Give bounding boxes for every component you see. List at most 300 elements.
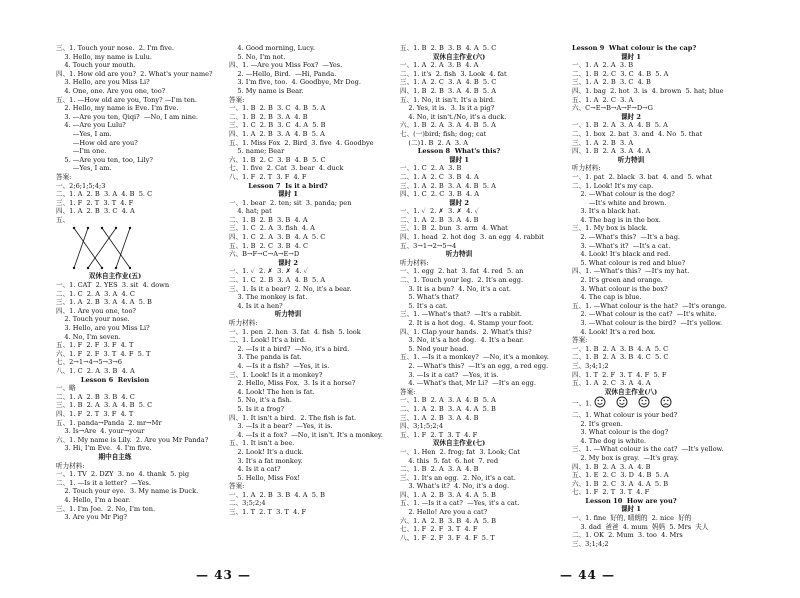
line-text: 六、1. B 2. A 3. A 4. B 5. A: [400, 121, 496, 130]
line-text: 一、1. A 2. B 3. B 4. A 5. B: [229, 490, 325, 499]
line-text: 3. Are you Mr Pig?: [56, 513, 128, 522]
line-text: 4. Look! It's a red box.: [572, 327, 656, 336]
answer-line: [229, 113, 347, 122]
line-text: 五、1. E 2. C 3. D 4. B 5. A: [572, 471, 669, 480]
answer-line: [572, 129, 703, 139]
answer-line: [572, 224, 690, 233]
line-text: 四、1. B 2. B 3. A 4. B 5. A: [400, 86, 496, 95]
answer-line: [56, 479, 174, 488]
answer-line: [400, 242, 518, 251]
answer-line: [572, 411, 690, 420]
answer-line: [229, 104, 347, 113]
line-text: —Yes, I am.: [56, 164, 112, 173]
answer-line: [400, 61, 518, 70]
smiley-faces-icon: [594, 396, 684, 411]
line-text: 四、1. bag 2. hot 3. is 4. brown 5. hat; blue: [572, 86, 724, 95]
answer-line: [400, 379, 536, 388]
answer-line: [572, 216, 690, 225]
answer-line: [229, 405, 347, 414]
answer-line: [229, 336, 347, 345]
answer-line: [400, 361, 549, 371]
line-text: 期中自主练: [98, 452, 132, 461]
line-text: 一、1. TV 2. DZY 3. no 4. thank 5. pig: [56, 470, 190, 479]
answer-line: [400, 173, 518, 182]
line-text: 5. What's that?: [400, 293, 459, 302]
answer-line: [400, 259, 518, 268]
answer-line: [400, 139, 518, 148]
line-text: 答案:: [572, 336, 588, 345]
line-text: 二、1. OK 2. Mum 3. too 4. Mrs: [572, 531, 683, 540]
line-text: 四、1. Are you one, too?: [56, 306, 136, 315]
answer-line: [56, 513, 174, 522]
answer-line: [56, 104, 179, 113]
section-heading: [400, 439, 518, 448]
answer-line: [229, 327, 361, 337]
line-text: 五、1. —What colour is the hat? —It's orange.: [572, 301, 727, 310]
line-text: 3. Hello, are you Miss Li?: [56, 78, 150, 87]
line-text: Lesson 10 How are you?: [585, 496, 677, 505]
line-text: 五、1. F 2. F 3. F 4. T: [56, 341, 134, 350]
line-text: 4. —Are you Lulu?: [56, 121, 126, 130]
line-text: 5. No, it's a fish.: [229, 396, 292, 405]
answer-line: [572, 70, 690, 79]
answer-line: [572, 371, 690, 380]
answer-line: [572, 310, 717, 319]
answer-line: [229, 499, 347, 508]
line-text: 三、1. Touch your nose. 2. I'm five.: [56, 44, 174, 52]
line-text: 三、1. Is it a bear? 2. No, it's a bear.: [229, 284, 352, 293]
line-text: 3. dad 爸爸 4. mum 妈妈 5. Mrs 夫人: [572, 522, 709, 531]
line-text: 二、1. box 2. bat 3. and 4. No 5. that: [572, 129, 703, 138]
answer-line: [229, 78, 361, 87]
answer-line: [56, 324, 174, 333]
line-text: 三、1. I'm Joe. 2. No, I'm ten.: [56, 504, 156, 513]
line-text: 听力材料:: [400, 258, 429, 267]
line-text: 八、1. F 2. T 3. F 4. F: [229, 172, 307, 181]
line-text: 二、1. B 2. A 3. B 4. C 5. C: [572, 353, 669, 362]
answer-line: [56, 487, 199, 496]
line-text: 一、1. fine 好的, 晴朗的 2. nice 好的: [572, 514, 692, 523]
line-text: 三、1. It's an egg. 2. No, it's a cat.: [400, 473, 516, 482]
line-text: 2. —What colour is the dog?: [572, 190, 675, 199]
answer-line: [56, 182, 174, 191]
answer-line: [400, 182, 518, 191]
section-heading: [400, 156, 518, 165]
line-text: 三、1. A 2. C 3. A 4. B 5. C: [400, 78, 497, 87]
line-text: 一、1. pen 2. hen 3. fat 4. fish 5. look: [229, 327, 361, 336]
answer-line: [56, 61, 174, 70]
section-heading: [572, 44, 697, 53]
line-text: 3. The monkey is fat.: [229, 293, 308, 302]
line-text: 一、1. B 2. B 3. C 4. B 5. A: [229, 104, 326, 113]
answer-line: [400, 388, 518, 397]
answer-line: [56, 410, 174, 419]
answer-line: [572, 522, 709, 532]
answer-line: [229, 371, 347, 380]
answer-line: [572, 531, 690, 540]
answer-line: [400, 405, 518, 414]
line-text: 三、1. B 2. A 3. A 4. B 5. C: [56, 401, 153, 410]
line-text: 2. Hello! Are you a cat?: [400, 508, 488, 517]
line-text: 3. What colour is the box?: [572, 284, 668, 293]
answer-line: [572, 182, 690, 191]
line-text: 双休自主作业(五): [88, 272, 142, 281]
answer-line: [229, 216, 347, 225]
answer-line: [229, 491, 347, 500]
answer-line: [229, 44, 347, 53]
line-text: 5. Is it a frog?: [229, 404, 285, 413]
page-number-left: — 43 —: [196, 568, 252, 582]
left-column-2: [229, 44, 383, 517]
line-text: 4. No, it isn't./No, it's a duck.: [400, 112, 507, 121]
line-text: 二、1. A 2. B 3. A 4. B: [400, 215, 479, 224]
answer-line: [56, 199, 174, 208]
section-heading: [229, 259, 347, 268]
answer-line: [229, 233, 347, 242]
answer-line: [56, 173, 174, 182]
answer-line: [400, 216, 518, 225]
answer-line: [400, 422, 518, 431]
line-text: 六、C→E→B→A→F→D→G: [572, 104, 653, 113]
line-text: 课时 1: [620, 52, 642, 61]
answer-line: [56, 462, 174, 471]
line-text: 3. The panda is fat.: [229, 353, 302, 362]
section-heading: [400, 199, 518, 208]
line-text: 五、1. No, it isn't. It's a bird.: [400, 95, 496, 104]
line-text: 2. Hello, my name is Eve. I'm five.: [56, 104, 179, 113]
answer-line: [400, 310, 522, 319]
answer-line: [229, 388, 347, 397]
answer-line: [572, 104, 690, 113]
answer-line: [56, 419, 174, 428]
section-heading: [56, 272, 174, 281]
answer-line: [400, 207, 518, 216]
line-text: 4. —What's that, Mr Li? —It's an egg.: [400, 379, 536, 388]
answer-line: [229, 448, 347, 457]
line-text: 课时 2: [620, 112, 642, 121]
answer-line: [400, 190, 518, 199]
line-text: 4. Is it a hen?: [229, 301, 283, 310]
answer-line: [400, 534, 518, 543]
answer-line: [400, 396, 518, 405]
line-text: —It's white and brown.: [572, 198, 667, 207]
section-heading: [572, 53, 690, 62]
line-text: 六、1. B 2. C 3. A 4. A 5. B: [572, 479, 669, 488]
line-text: 三、1. My box is black.: [572, 224, 648, 233]
line-text: 2. —What colour is the cat? —It's white.: [572, 310, 717, 319]
line-text: 六、1. A 2. B 3. B 4. A 5. B: [400, 516, 496, 525]
answer-line: [229, 379, 356, 388]
answer-line: [400, 44, 518, 53]
line-text: 一、1. ✓ 2. ✗ 3. ✗ 4. ✓: [229, 267, 308, 276]
line-text: 3. Hello, are you Miss Li?: [56, 324, 150, 333]
line-text: Lesson 9 What colour is the cap?: [572, 44, 697, 52]
line-text: 四、1. A 2. B 3. A 4. B 5. A: [229, 129, 325, 138]
answer-line: [400, 499, 518, 508]
line-text: 5. —Are you ten, too, Lily?: [56, 155, 153, 164]
line-text: 一、1. C 2. A 3. B: [400, 164, 462, 173]
answer-line: [229, 319, 347, 328]
line-text: 二、1. B 2. C 3. C 4. B 5. A: [572, 69, 669, 78]
line-text: 五、1. A 2. C 3. A: [572, 95, 634, 104]
answer-line: [229, 130, 347, 139]
answer-line: [56, 393, 174, 402]
answer-line: [229, 147, 347, 156]
line-text: 二、1. B 2. B 3. B 4. A: [229, 215, 308, 224]
line-text: 五、1. A 2. C 3. A 4. A: [572, 379, 651, 388]
answer-line: [400, 353, 549, 362]
answer-line: [56, 358, 174, 367]
line-text: 2. Look! It's a duck.: [229, 447, 304, 456]
line-text: 听力材料:: [229, 319, 258, 327]
line-text: 五、1. —Is it a monkey? —No, it's a monkey.: [400, 353, 549, 362]
line-text: 四、1. How old are you? 2. What's your name?: [56, 69, 213, 78]
answer-line: [229, 482, 347, 491]
line-text: 4. Is it a cat?: [229, 465, 281, 474]
line-text: 五、1. —Is it a cat? —Yes, it's a cat.: [400, 499, 520, 508]
line-text: 五、1. F 2. T 3. T 4. F: [400, 430, 478, 439]
answer-line: [229, 207, 347, 216]
right-page: [400, 36, 800, 598]
answer-line: [229, 430, 383, 440]
answer-line: [229, 396, 347, 405]
line-text: 一、1. Hen 2. frog; fat 3. Look; Cat: [400, 447, 521, 456]
answer-line: [56, 470, 190, 479]
answer-line: [56, 290, 174, 299]
answer-line: [56, 307, 174, 316]
answer-line: [56, 496, 174, 505]
line-text: 2. Touch your eye. 3. My name is Duck.: [56, 487, 199, 496]
line-text: 二、1. Look! It's a bird.: [229, 336, 307, 345]
answer-line: [400, 525, 518, 534]
answer-line: [572, 190, 690, 199]
line-text: 三、3;1;4;2: [572, 539, 609, 548]
answer-line: [229, 353, 347, 362]
answer-line: [572, 276, 690, 285]
answer-line: [56, 69, 213, 79]
section-heading: [572, 505, 690, 514]
section-heading: [56, 376, 174, 385]
answer-line: [229, 242, 347, 251]
answer-line: [400, 457, 518, 466]
answer-line: [56, 281, 174, 290]
answer-line: [572, 514, 690, 523]
line-text: 3. —Is it a cat? —Yes, it is.: [400, 370, 499, 379]
line-text: 2. Hello, Miss Fox. 3. Is it a horse?: [229, 379, 356, 388]
line-text: 一、1. bear 2. ten; sit 3. panda; pen: [229, 198, 352, 207]
answer-line: [229, 87, 347, 96]
answer-line: [400, 293, 518, 302]
line-text: —How old are you?: [56, 138, 138, 147]
line-text: 三、1. —What colour is the cat? —It's yellow.: [572, 445, 724, 454]
answer-line: [56, 505, 174, 514]
answer-line: [400, 302, 518, 311]
line-text: 二、1. —Is it a letter? —Yes.: [56, 478, 151, 487]
line-text: 答案:: [400, 387, 416, 396]
answer-line: [56, 444, 174, 453]
answer-line: [56, 121, 174, 130]
answer-line: [56, 341, 174, 350]
answer-line: [400, 78, 518, 87]
line-text: 5. name; Bear: [229, 147, 285, 156]
line-text: 四、1. B 2. A 3. A 4. B: [572, 462, 651, 471]
answer-line: [56, 298, 174, 307]
line-text: —Yes, I am.: [56, 129, 112, 138]
section-heading: [572, 388, 690, 397]
answer-line: [229, 53, 347, 62]
line-text: 4. One, one. Are you one, too?: [56, 86, 166, 95]
line-text: 4. Hello, I'm a bear.: [56, 495, 131, 504]
line-text: 二、1. A 2. C 3. B 4. A: [400, 172, 479, 181]
answer-line: [572, 164, 690, 173]
line-text: 4. —Is it a fox? —No, it isn't. It's a monkey.: [229, 430, 383, 439]
answer-line: [400, 336, 524, 345]
answer-line: [400, 319, 534, 328]
line-text: 3. I'm five, too. 4. Goodbye, Mr Dog.: [229, 78, 361, 87]
line-text: 4. —Is it a fish? —Yes, it is.: [229, 361, 330, 370]
line-text: 五、1. —How old are you, Tony? —I'm ten.: [56, 95, 197, 104]
section-heading: [400, 250, 518, 259]
line-text: 四、1. A 2. B 3. C 4. A: [56, 207, 135, 216]
answer-line: [56, 87, 174, 96]
line-text: 5. Hello, Miss Fox!: [229, 473, 301, 482]
line-text: 3. What's it? 4. No, it's a dog.: [400, 482, 510, 491]
answer-line: [56, 164, 174, 173]
line-text: 八、1. C 2. A 3. B 4. A: [56, 367, 135, 375]
answer-line: [572, 61, 690, 70]
answer-line: [572, 445, 724, 454]
line-text: 3. —What's it? —It's a cat.: [572, 241, 671, 250]
answer-line: [56, 112, 198, 122]
line-text: 2. It is a hot dog. 4. Stamp your foot.: [400, 319, 534, 327]
line-text: 双休自主作业(七): [432, 439, 486, 448]
line-text: 课时 2: [448, 198, 470, 207]
section-heading: [572, 113, 690, 122]
answer-line: [56, 156, 174, 165]
line-text: 七、1. F 2. T 3. T 4. F: [572, 488, 650, 497]
line-text: 5. It's a cat.: [400, 301, 448, 310]
line-text: 三、1. Look! Is it a monkey?: [229, 370, 323, 379]
line-text: Lesson 6 Revision: [80, 375, 150, 384]
line-text: 听力材料:: [572, 164, 601, 173]
answer-line: [56, 384, 174, 393]
answer-line: [229, 70, 347, 79]
answer-line: [572, 362, 690, 371]
line-text: 课时 2: [277, 258, 299, 267]
line-text: 五、1. B 2. C 3. B 4. C: [229, 241, 309, 250]
answer-line: [572, 428, 690, 437]
answer-line: [400, 465, 518, 474]
answer-line: [572, 336, 690, 345]
line-text: 五、: [56, 215, 70, 224]
line-text: 4. The dog is white.: [572, 436, 647, 445]
line-text: 四、1. It isn't a bird. 2. The fish is fat.: [229, 413, 357, 422]
answer-line: [400, 508, 518, 517]
answer-line: [229, 422, 347, 431]
line-text: 2. —Hello, Bird. —Hi, Panda.: [229, 69, 337, 78]
line-text: 五、3→1→2→5→4: [400, 241, 457, 250]
answer-line: [400, 121, 518, 130]
line-text: 2. —Is it a bird? —No, it's a bird.: [229, 344, 350, 353]
line-text: 三、1. T 2. T 3. T 4. F: [229, 508, 307, 517]
answer-line: [572, 480, 690, 489]
answer-line: [56, 435, 209, 445]
answer-line: [400, 414, 518, 423]
answer-line: [572, 78, 690, 87]
line-text: 3. It is a bun? 4. No, it's a cat.: [400, 284, 511, 293]
answer-line: [572, 172, 713, 182]
answer-line: [400, 233, 544, 242]
line-text: 3. —Are you ten, Qiqi? —No, I am nine.: [56, 112, 198, 121]
line-text: 一、1. B 2. A 3. A 4. B 5. A: [400, 396, 496, 405]
line-text: 四、1. —Are you Miss Fox? —Yes.: [229, 61, 343, 70]
line-text: (二)1. B 2. A 3. A: [400, 138, 469, 147]
line-text: 4. Good morning, Lucy.: [229, 44, 315, 52]
answer-line: [572, 345, 690, 354]
line-text: 四、1. T 2. F 3. T 4. F 5. F: [572, 370, 667, 379]
line-text: 七、2→1→4→5→3→6: [56, 358, 122, 367]
line-text: 一、1. A 2. A 3. B 4. A: [400, 61, 479, 70]
answer-line: [400, 267, 524, 276]
answer-line: [229, 284, 352, 294]
line-text: 二、1. C 2. B 3. A 4. B 5. A: [229, 276, 326, 285]
line-text: 三、3;4;1;2: [572, 361, 609, 370]
line-text: 一、1.: [572, 399, 594, 408]
line-text: 一、1. egg 2. hat 3. fat 4. red 5. an: [400, 267, 524, 276]
answer-line: [572, 250, 690, 259]
line-text: 听力特训: [617, 155, 645, 164]
line-text: 4. Look! It's black and red.: [572, 250, 671, 259]
line-text: 四、3;1;5;2;4: [400, 422, 444, 431]
answer-line: [56, 139, 174, 148]
answer-line: [56, 130, 174, 139]
answer-line: [400, 491, 518, 500]
line-text: 五、1. It isn't a bee.: [229, 439, 295, 448]
page-number-right: — 44 —: [560, 568, 616, 582]
line-text: 三、1. F 2. T 3. T 4. F: [56, 198, 134, 207]
answer-line: [229, 508, 347, 517]
answer-line: [400, 87, 518, 96]
line-text: 3. It's a black hat.: [572, 207, 641, 216]
answer-line: [400, 474, 518, 483]
answer-line: [400, 104, 518, 113]
line-text: 3. Hi, I'm Eve. 4. I'm five.: [56, 444, 152, 453]
line-text: 一、2;6;1;5;4;3: [56, 181, 106, 190]
answer-line: [572, 96, 690, 105]
line-text: 2. My box is gray. —It's gray.: [572, 453, 679, 462]
line-text: 一、1. B 2. A 3. B 4. A 5. C: [572, 344, 669, 353]
answer-line: [572, 396, 690, 411]
answer-line: [229, 362, 347, 371]
answer-line: [229, 121, 347, 130]
line-text: 一、1. pat 2. black 3. bat 4. and 5. what: [572, 172, 713, 181]
answer-line: [572, 267, 690, 276]
line-text: 3. What colour is the dog?: [572, 428, 669, 437]
answer-line: [229, 267, 347, 276]
line-text: 一、1. CAT 2. YES 3. sit 4. down: [56, 281, 170, 290]
answer-line: [572, 242, 690, 251]
line-text: 一、1. A 2. A 3. B: [572, 61, 634, 70]
line-text: 二、3;5;2;4: [229, 499, 266, 508]
line-text: 2. It's green and orange.: [572, 276, 663, 285]
section-heading: [229, 182, 347, 191]
answer-line: [572, 328, 690, 337]
line-text: 3. —What colour is the bird? —It's yellow.: [572, 319, 723, 327]
line-text: 二、1. Look! It's my cap.: [572, 181, 654, 190]
line-text: 四、1. C 2. A 3. B 4. A 5. C: [229, 233, 326, 242]
answer-line: [56, 147, 174, 156]
line-text: 4. The bag is in the box.: [572, 215, 661, 224]
